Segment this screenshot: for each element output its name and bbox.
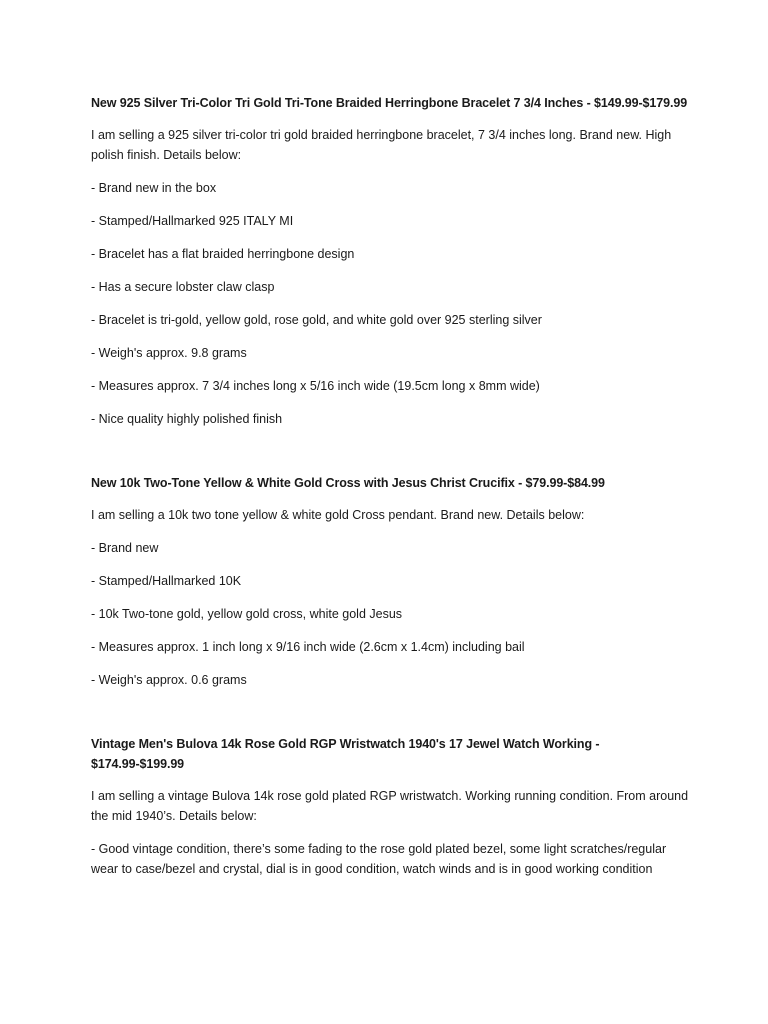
- listing-intro: I am selling a 925 silver tri-color tri gold braided herringbone bracelet, 7 3/4 inches long. Brand new. High polish finish. Details below:: [91, 128, 672, 162]
- listing-title: New 925 Silver Tri-Color Tri Gold Tri-Tone Braided Herringbone Bracelet 7 3/4 Inches - $149.99-$179.99: [91, 96, 688, 110]
- detail-line: - Good vintage condition, there’s some fading to the rose gold plated bezel, some light scratches/regular wear to case/bezel and crystal, dial is in good condition, watch winds and is in good working condition: [91, 842, 667, 876]
- detail-line: - Bracelet has a flat braided herringbone design: [91, 247, 355, 261]
- listing-cross: [91, 473, 691, 690]
- detail-line: - Measures approx. 7 3/4 inches long x 5/16 inch wide (19.5cm long x 8mm wide): [91, 379, 540, 393]
- listing-watch: [91, 734, 691, 879]
- detail-line: - Weigh's approx. 9.8 grams: [91, 346, 247, 360]
- detail-line: - Weigh's approx. 0.6 grams: [91, 673, 247, 687]
- detail-line: - Nice quality highly polished finish: [91, 412, 283, 426]
- detail-line: - Bracelet is tri-gold, yellow gold, rose gold, and white gold over 925 sterling silver: [91, 313, 542, 327]
- listing-intro: I am selling a 10k two tone yellow & white gold Cross pendant. Brand new. Details below:: [91, 508, 585, 522]
- listing-title: New 10k Two-Tone Yellow & White Gold Cross with Jesus Christ Crucifix - $79.99-$84.99: [91, 476, 605, 490]
- listing-title: Vintage Men's Bulova 14k Rose Gold RGP Wristwatch 1940's 17 Jewel Watch Working - $174.99-$199.99: [91, 737, 600, 771]
- detail-line: - 10k Two-tone gold, yellow gold cross, white gold Jesus: [91, 607, 403, 621]
- detail-line: - Stamped/Hallmarked 925 ITALY MI: [91, 214, 294, 228]
- detail-line: - Stamped/Hallmarked 10K: [91, 574, 242, 588]
- listing-bracelet: [91, 93, 691, 429]
- document-page: [91, 93, 691, 892]
- listing-intro: I am selling a vintage Bulova 14k rose gold plated RGP wristwatch. Working running condition. From around the mid 1940’s. Details below:: [91, 789, 689, 823]
- detail-line: - Brand new in the box: [91, 181, 217, 195]
- detail-line: - Has a secure lobster claw clasp: [91, 280, 275, 294]
- detail-line: - Measures approx. 1 inch long x 9/16 inch wide (2.6cm x 1.4cm) including bail: [91, 640, 525, 654]
- detail-line: - Brand new: [91, 541, 159, 555]
